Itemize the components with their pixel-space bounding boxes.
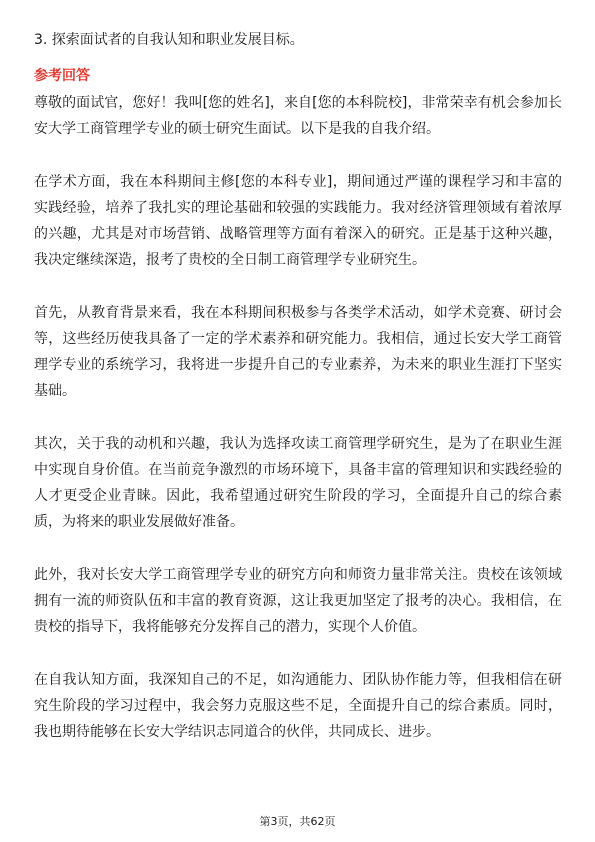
page-number-footer: 第3页，共62页 xyxy=(259,815,336,828)
paragraph-school-interest: 此外，我对长安大学工商管理学专业的研究方向和师资力量非常关注。贵校在该领域拥有一流的师资队伍和丰富的教育资源，这让我更加坚定了报考的决心。我相信，在贵校的指导下，我将能够充分发挥自己的潜力，实现个人价值。 xyxy=(34,567,562,635)
paragraph-education: 首先，从教育背景来看，我在本科期间积极参与各类学术活动，如学术竞赛、研讨会等，这些经历使我具备了一定的学术素养和研究能力。我相信，通过长安大学工商管理学专业的系统学习，我将进一步提升自己的专业素养，为未来的职业生涯打下坚实基础。 xyxy=(34,305,562,399)
answer-label: 参考回答 xyxy=(34,68,90,84)
paragraph-motivation: 其次，关于我的动机和兴趣，我认为选择攻读工商管理学研究生，是为了在职业生涯中实现自身价值。在当前竞争激烈的市场环境下，具备丰富的管理知识和实践经验的人才更受企业青睐。因此，我希望通过研究生阶段的学习，全面提升自己的综合素质，为将来的职业发展做好准备。 xyxy=(34,436,562,530)
paragraph-academic: 在学术方面，我在本科期间主修[您的本科专业]，期间通过严谨的课程学习和丰富的实践经验，培养了我扎实的理论基础和较强的实践能力。我对经济管理领域有着浓厚的兴趣，尤其是对市场营销、战略管理等方面有着深入的研究。正是基于这种兴趣，我决定继续深造，报考了贵校的全日制工商管理学专业研究生。 xyxy=(34,174,562,268)
question-heading: 3. 探索面试者的自我认知和职业发展目标。 xyxy=(34,32,304,48)
answer-body xyxy=(34,90,562,772)
paragraph-greeting: 尊敬的面试官，您好！我叫[您的姓名]，来自[您的本科院校]，非常荣幸有机会参加长安大学工商管理学专业的硕士研究生面试。以下是我的自我介绍。 xyxy=(34,95,562,137)
paragraph-self-awareness: 在自我认知方面，我深知自己的不足，如沟通能力、团队协作能力等，但我相信在研究生阶段的学习过程中，我会努力克服这些不足，全面提升自己的综合素质。同时，我也期待能够在长安大学结识志同道合的伙伴，共同成长、进步。 xyxy=(34,672,562,740)
